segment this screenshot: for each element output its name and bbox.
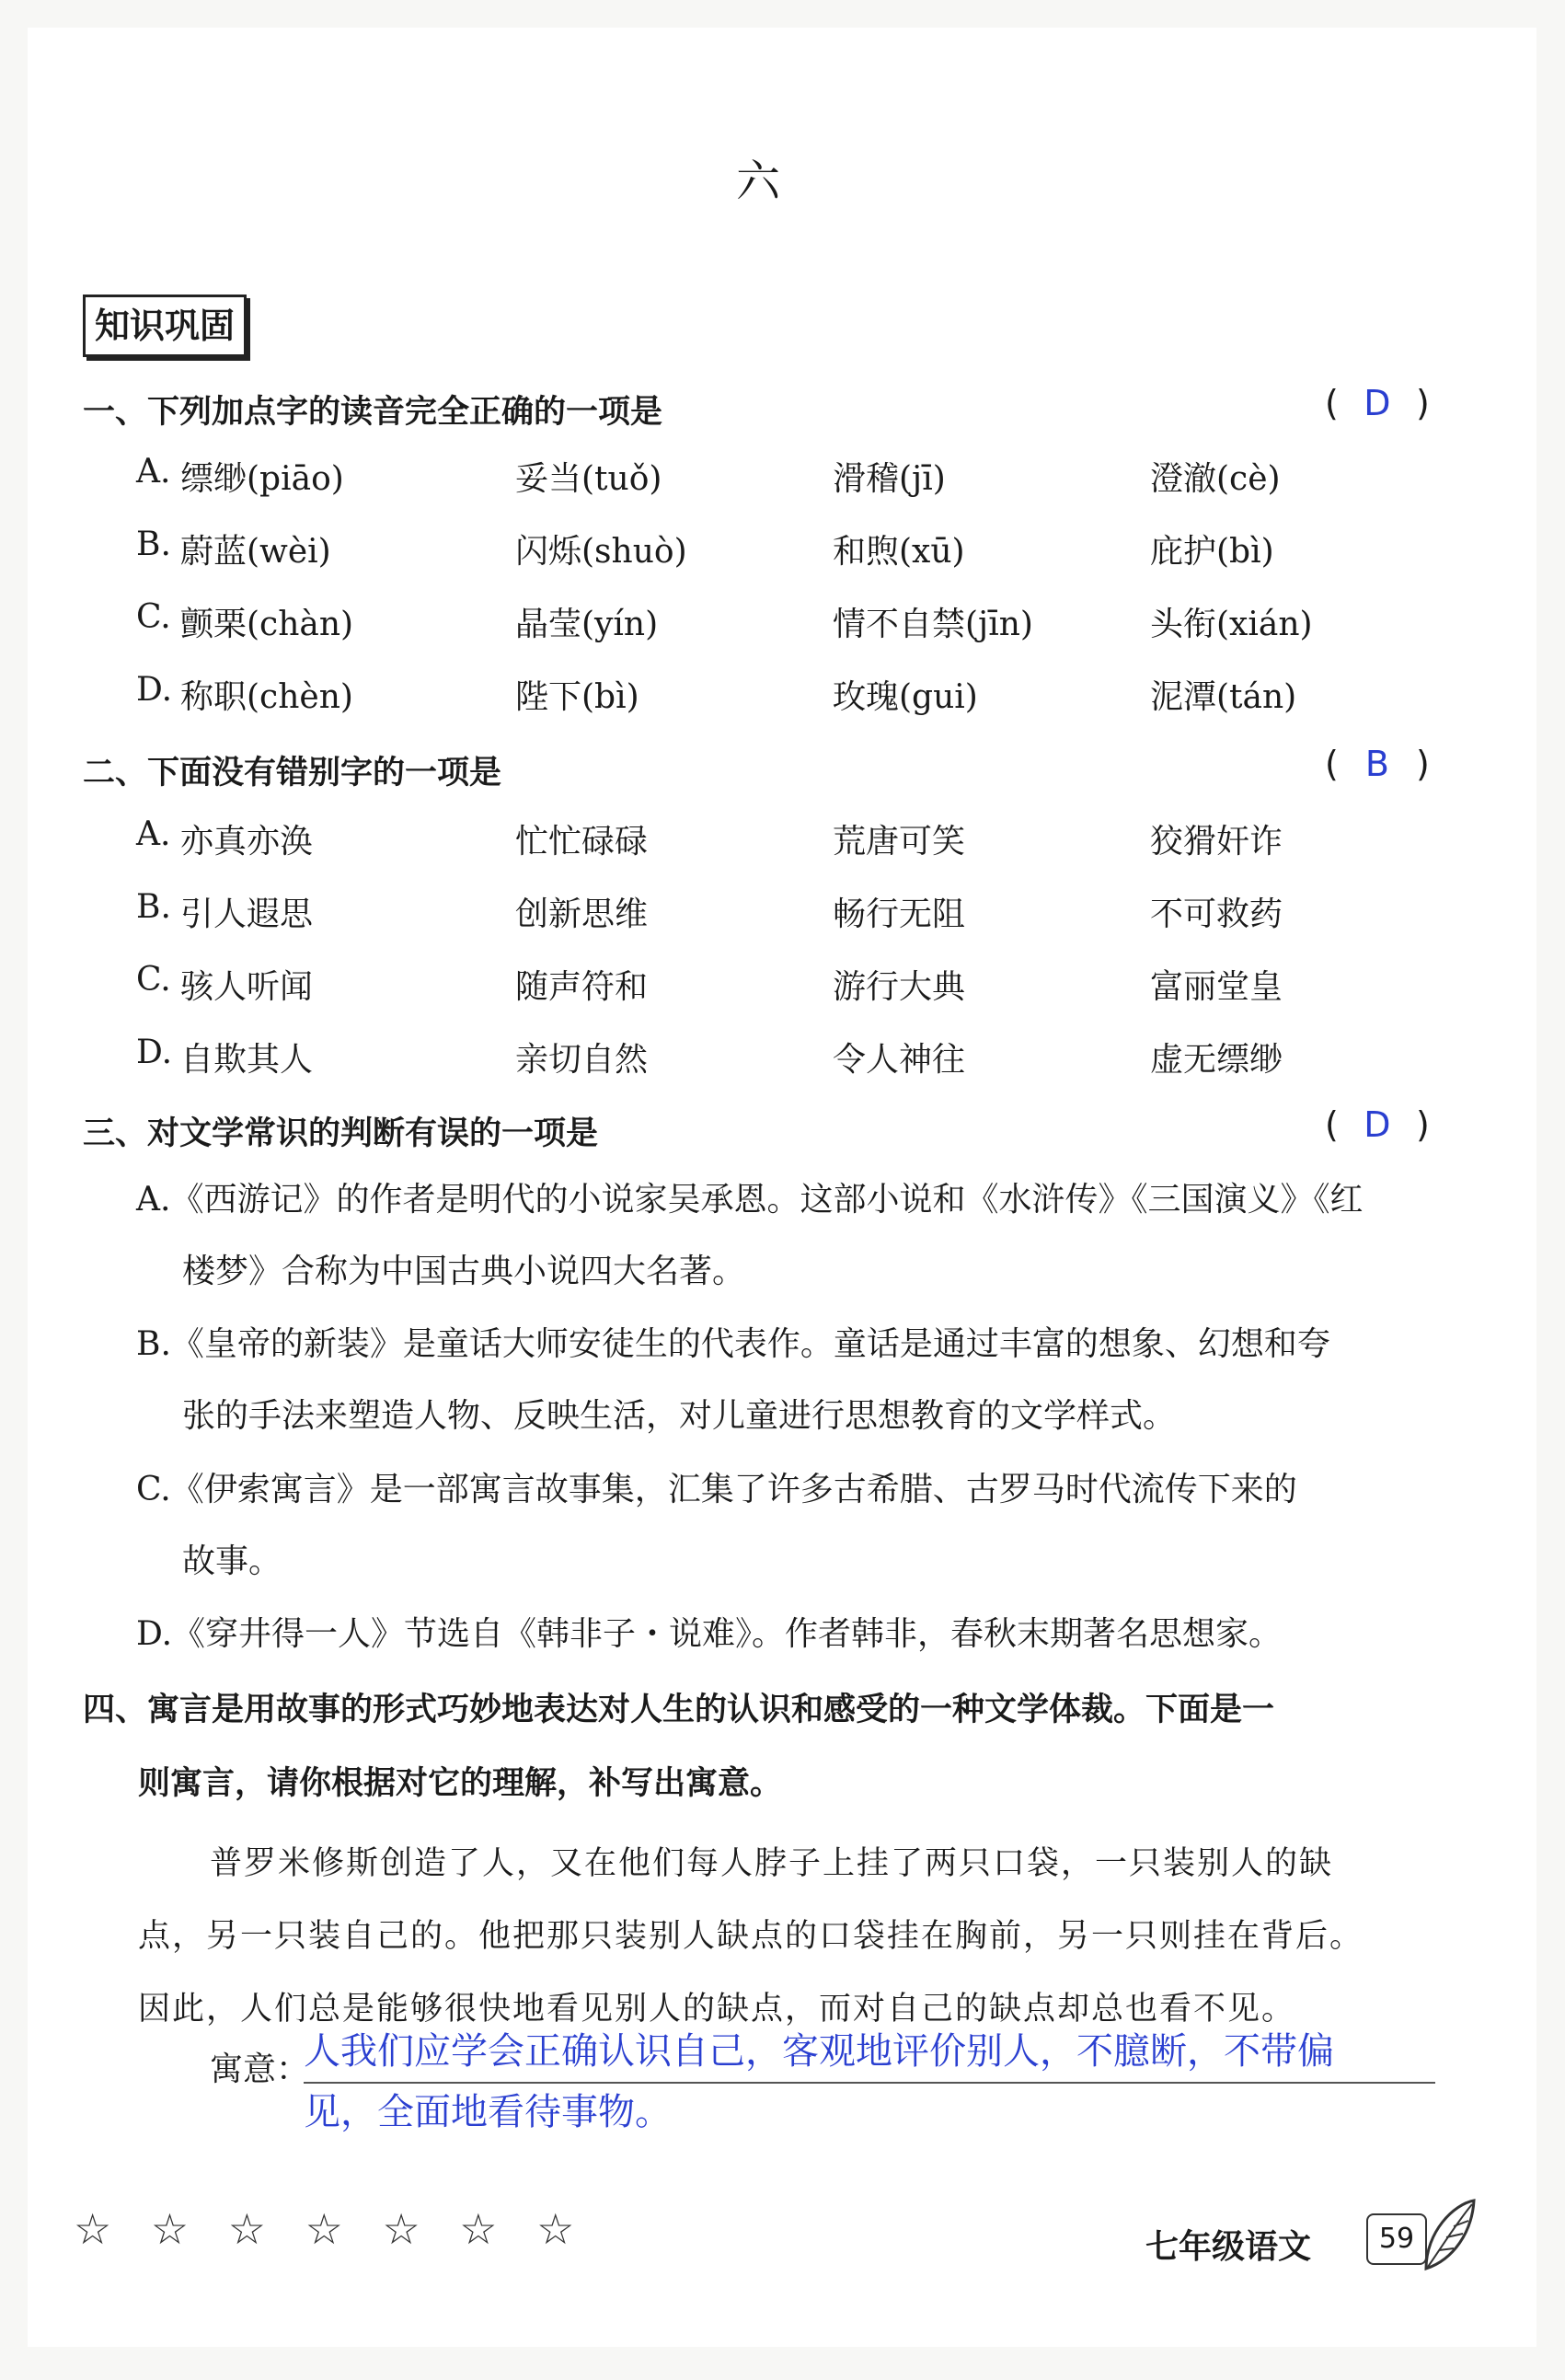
fable-line2: 点，另一只装自己的。他把那只装别人缺点的口袋挂在胸前，另一只则挂在背后。 (138, 1918, 1364, 1955)
answer-letter: D (1364, 1104, 1391, 1145)
meaning-answer-line2: 见，全面地看待事物。 (304, 2091, 672, 2133)
option-item: 狡猾奸诈 (1150, 823, 1283, 861)
option-item: 和煦(xū) (833, 533, 965, 571)
answer-letter: D (1364, 383, 1391, 423)
question-3-option-b-line1: B.《皇帝的新装》是童话大师安徒生的代表作。童话是通过丰富的想象、幻想和夸 (136, 1325, 1330, 1363)
question-3-title: 三、对文学常识的判断有误的一项是 (83, 1115, 599, 1152)
question-3-option-d: D.《穿井得一人》节选自《韩非子・说难》。作者韩非，春秋末期著名思想家。 (136, 1615, 1283, 1653)
option-item: 晶莹(yín) (515, 606, 659, 643)
option-item: 虚无缥缈 (1150, 1041, 1283, 1079)
option-item: 令人神往 (833, 1041, 966, 1079)
option-label: B. (136, 888, 171, 926)
question-3-option-a-line1: A.《西游记》的作者是明代的小说家吴承恩。这部小说和《水浒传》《三国演义》《红 (136, 1181, 1364, 1219)
option-item: 称职(chèn) (180, 678, 353, 716)
question-2-title: 二、下面没有错别字的一项是 (83, 755, 502, 791)
option-item: 蔚蓝(wèi) (180, 533, 331, 571)
option-item: 头衔(xián) (1150, 606, 1313, 643)
difficulty-stars: ☆ ☆ ☆ ☆ ☆ ☆ ☆ (74, 2204, 588, 2254)
leaf-icon (1417, 2195, 1481, 2282)
option-label: D. (136, 671, 173, 709)
option-item: 妥当(tuǒ) (515, 460, 662, 498)
option-item: 忙忙碌碌 (515, 823, 649, 861)
option-item: 游行大典 (833, 968, 966, 1006)
question-1-answer: ( D ) (1325, 383, 1430, 423)
option-label: A. (136, 815, 171, 853)
section-heading: 知识巩固 (83, 295, 247, 357)
answer-letter: B (1364, 744, 1389, 784)
meaning-label: 寓意： (210, 2051, 310, 2088)
option-label: B. (136, 526, 171, 563)
option-item: 亦真亦涣 (180, 823, 314, 861)
question-3-option-c-line1: C.《伊索寓言》是一部寓言故事集，汇集了许多古希腊、古罗马时代流传下来的 (136, 1471, 1297, 1508)
option-item: 缥缈(piāo) (180, 460, 344, 498)
question-3-option-c-line2: 故事。 (182, 1542, 282, 1580)
option-item: 不可救药 (1150, 895, 1283, 933)
option-item: 畅行无阻 (833, 895, 966, 933)
meaning-answer-line1: 人我们应学会正确认识自己，客观地评价别人，不臆断，不带偏 (304, 2023, 1435, 2084)
option-item: 泥潭(tán) (1150, 678, 1297, 716)
chapter-title: 六 (736, 156, 781, 207)
option-item: 亲切自然 (515, 1041, 649, 1079)
question-3-option-b-line2: 张的手法来塑造人物、反映生活，对儿童进行思想教育的文学样式。 (182, 1397, 1177, 1435)
option-item: 陛下(bì) (515, 678, 639, 716)
grade-subject-label: 七年级语文 (1145, 2228, 1312, 2266)
question-4-title-line2: 则寓言，请你根据对它的理解，补写出寓意。 (138, 1765, 783, 1802)
option-item: 引人遐思 (180, 895, 314, 933)
option-item: 随声符和 (515, 968, 649, 1006)
option-label: D. (136, 1034, 173, 1071)
option-item: 颤栗(chàn) (180, 606, 354, 643)
option-item: 滑稽(jī) (833, 460, 946, 498)
option-item: 庇护(bì) (1150, 533, 1274, 571)
question-3-answer: ( D ) (1325, 1104, 1430, 1145)
option-item: 创新思维 (515, 895, 649, 933)
option-item: 澄澈(cè) (1150, 460, 1281, 498)
option-label: A. (136, 453, 171, 491)
option-label: C. (136, 961, 171, 999)
page-number: 59 (1366, 2213, 1427, 2265)
question-4-title-line1: 四、寓言是用故事的形式巧妙地表达对人生的认识和感受的一种文学体裁。下面是一 (83, 1692, 1275, 1728)
meaning-answer (304, 2023, 1435, 2141)
option-item: 骇人听闻 (180, 968, 314, 1006)
option-item: 闪烁(shuò) (515, 533, 687, 571)
option-item: 富丽堂皇 (1150, 968, 1283, 1006)
option-item: 自欺其人 (180, 1041, 314, 1079)
option-label: C. (136, 598, 171, 636)
fable-line1: 普罗米修斯创造了人，又在他们每人脖子上挂了两只口袋，一只装别人的缺 (210, 1845, 1334, 1882)
option-item: 荒唐可笑 (833, 823, 966, 861)
question-1-title: 一、下列加点字的读音完全正确的一项是 (83, 394, 663, 431)
question-3-option-a-line2: 楼梦》合称为中国古典小说四大名著。 (182, 1253, 746, 1290)
fable-line3: 因此，人们总是能够很快地看见别人的缺点，而对自己的缺点却总也看不见。 (138, 1991, 1296, 2028)
option-item: 情不自禁(jīn) (833, 606, 1033, 643)
option-item: 玫瑰(gui) (833, 678, 978, 716)
question-2-answer: ( B ) (1325, 744, 1430, 784)
